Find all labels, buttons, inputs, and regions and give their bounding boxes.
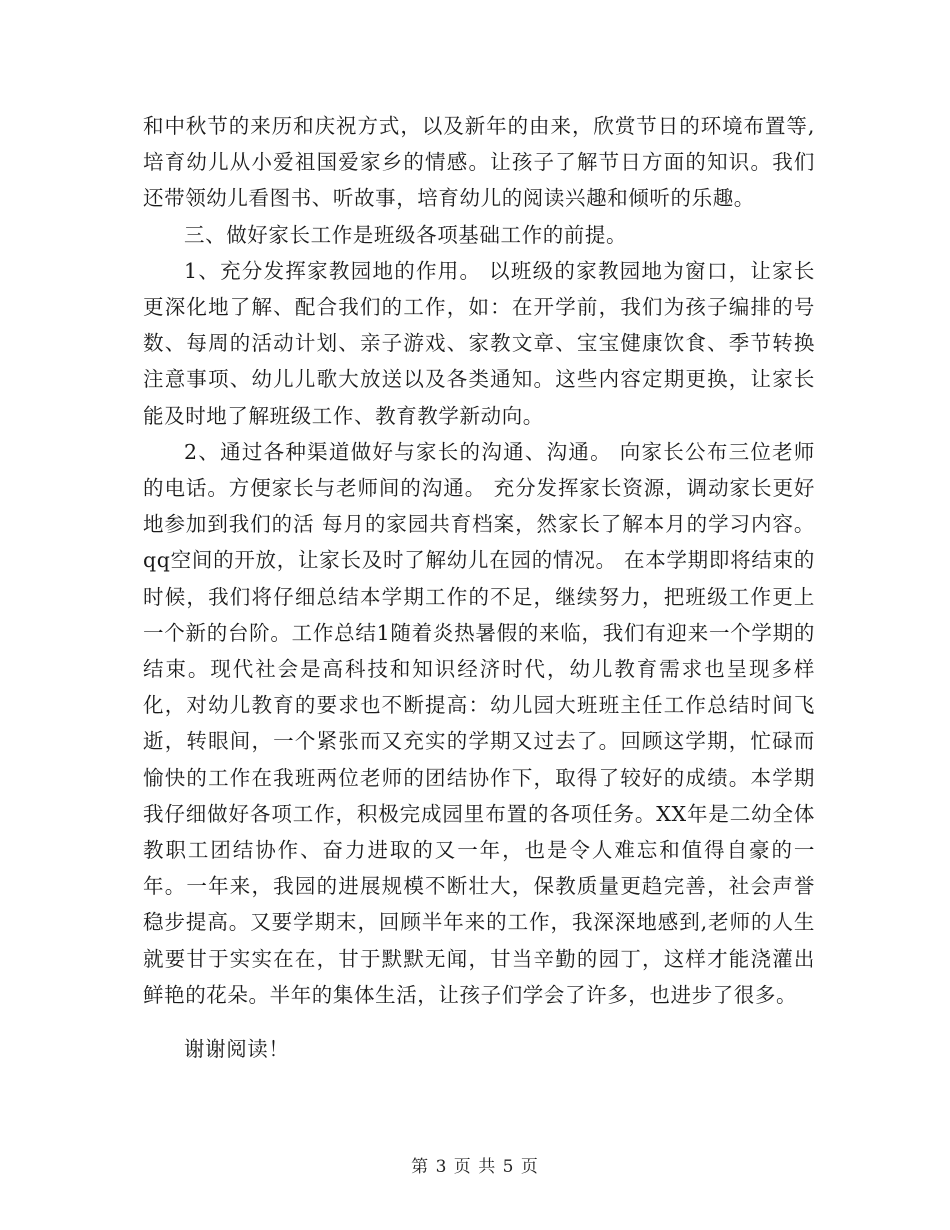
paragraph-home-school-board: 1、充分发挥家教园地的作用。 以班级的家教园地为窗口，让家长更深化地了解、配合我们的工作，如：在开学前，我们为孩子编排的号数、每周的活动计划、亲子游戏、家教文章、宝宝健康饮食、季节转换注意事项、幼儿儿歌大放送以及各类通知。这些内容定期更换，让家长能及时地了解班级工作、教育教学新动向。 <box>143 258 815 428</box>
page-number-footer: 第 3 页 共 5 页 <box>411 1157 539 1177</box>
paragraph-festival-education: 和中秋节的来历和庆祝方式，以及新年的由来，欣赏节日的环境布置等,培育幼儿从小爱祖国爱家乡的情感。让孩子了解节日方面的知识。我们还带领幼儿看图书、听故事，培育幼儿的阅读兴趣和倾听的乐趣。 <box>143 114 815 211</box>
closing-thanks: 谢谢阅读！ <box>184 1037 290 1062</box>
section-heading-parent-work: 三、做好家长工作是班级各项基础工作的前提。 <box>184 222 628 247</box>
document-body <box>143 108 815 1067</box>
paragraph-parent-communication: 2、通过各种渠道做好与家长的沟通、沟通。 向家长公布三位老师的电话。方便家长与老师间的沟通。 充分发挥家长资源，调动家长更好地参加到我们的活 每月的家园共育档案，然家长了解本月的学习内容。 qq空间的开放，让家长及时了解幼儿在园的情况。 在本学期即将结束的时候，我们将仔细总结本学期工作的不足，继续努力，把班级工作更上一个新的台阶。工作总结1随着炎热暑假的来临，我们有迎来一个学期的结束。现代社会是高科技和知识经济时代，幼儿教育需求也呈现多样化，对幼儿教育的要求也不断提高：幼儿园大班班主任工作总结时间飞逝，转眼间，一个紧张而又充实的学期又过去了。回顾这学期，忙碌而愉快的工作在我班两位老师的团结协作下，取得了较好的成绩。本学期我仔细做好各项工作，积极完成园里布置的各项任务。XX年是二幼全体教职工团结协作、奋力进取的又一年，也是令人难忘和值得自豪的一年。一年来，我园的进展规模不断壮大，保教质量更趋完善，社会声誉稳步提高。又要学期末，回顾半年来的工作，我深深地感到,老师的人生就要甘于实实在在，甘于默默无闻，甘当辛勤的园丁，这样才能浇灌出鲜艳的花朵。半年的集体生活，让孩子们学会了许多，也进步了很多。 <box>143 439 815 1007</box>
